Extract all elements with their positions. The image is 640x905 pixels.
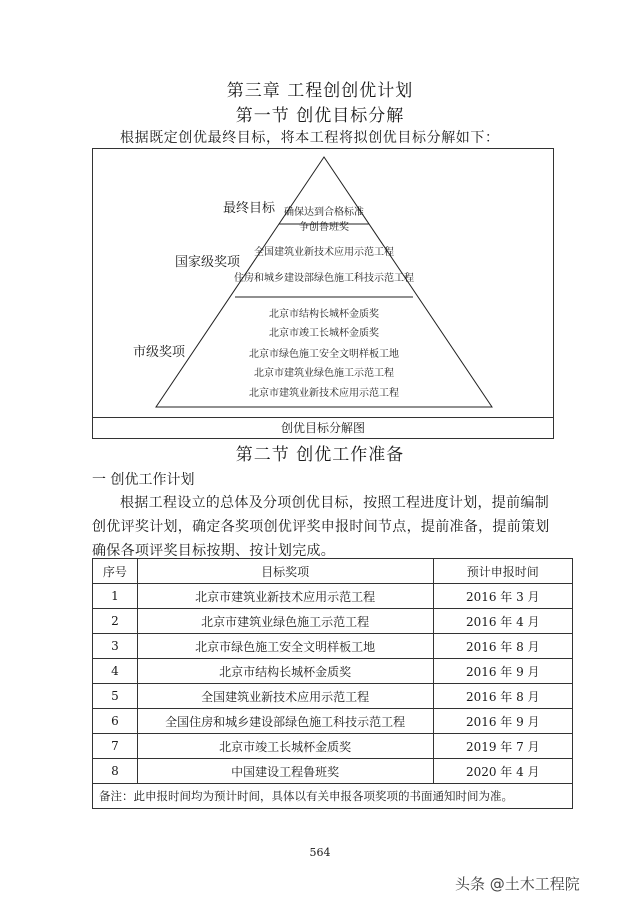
diagram-caption: 创优目标分解图 xyxy=(280,421,365,435)
header-cell: 目标奖项 xyxy=(137,559,433,584)
page-number: 564 xyxy=(309,846,331,859)
table-row xyxy=(93,734,573,759)
table-header-row xyxy=(93,559,573,584)
row-index: 1 xyxy=(93,584,138,609)
award-name: 北京市建筑业新技术应用示范工程 xyxy=(137,584,433,609)
award-name: 北京市结构长城杯金质奖 xyxy=(137,659,433,684)
header-cell: 预计申报时间 xyxy=(433,559,573,584)
row-index: 5 xyxy=(93,684,138,709)
apply-date: 2016 年 8 月 xyxy=(433,684,573,709)
table-row xyxy=(93,659,573,684)
pyramid-item: 北京市结构长城杯金质奖 xyxy=(269,309,379,320)
award-name: 北京市竣工长城杯金质奖 xyxy=(137,734,433,759)
row-index: 2 xyxy=(93,609,138,634)
award-name: 全国住房和城乡建设部绿色施工科技示范工程 xyxy=(137,709,433,734)
apply-date: 2016 年 4 月 xyxy=(433,609,573,634)
apply-date: 2016 年 8 月 xyxy=(433,634,573,659)
level-label-national: 国家级奖项 xyxy=(175,255,241,270)
award-schedule-table xyxy=(92,558,573,809)
table-row xyxy=(93,709,573,734)
level-label-final: 最终目标 xyxy=(223,201,276,216)
pyramid-item: 北京市建筑业新技术应用示范工程 xyxy=(249,388,399,399)
row-index: 3 xyxy=(93,634,138,659)
pyramid-item: 北京市建筑业绿色施工示范工程 xyxy=(254,368,394,379)
pyramid-item: 确保达到合格标准 xyxy=(284,207,364,218)
diagram-caption-box xyxy=(92,416,554,439)
goal-pyramid-diagram xyxy=(92,148,554,418)
level-label-city: 市级奖项 xyxy=(133,345,186,360)
section2-title: 第二节 创优工作准备 xyxy=(235,445,405,465)
apply-date: 2019 年 7 月 xyxy=(433,734,573,759)
pyramid-item: 北京市竣工长城杯金质奖 xyxy=(269,328,379,339)
award-name: 全国建筑业新技术应用示范工程 xyxy=(137,684,433,709)
plan-paragraph: 根据工程设立的总体及分项创优目标，按照工程进度计划，提前编制创优评奖计划，确定各奖项创优评奖申报时间节点，提前准备，提前策划确保各项评奖目标按期、按计划完成。 xyxy=(92,495,550,559)
table-row xyxy=(93,684,573,709)
award-name: 北京市绿色施工安全文明样板工地 xyxy=(137,634,433,659)
pyramid-item: 全国建筑业新技术应用示范工程 xyxy=(254,247,394,258)
pyramid-item: 争创鲁班奖 xyxy=(299,222,349,233)
table-row xyxy=(93,759,573,784)
subheading: 一 创优工作计划 xyxy=(92,472,195,488)
pyramid-item: 北京市绿色施工安全文明样板工地 xyxy=(249,349,399,360)
award-name: 中国建设工程鲁班奖 xyxy=(137,759,433,784)
row-index: 7 xyxy=(93,734,138,759)
pyramid-item: 住房和城乡建设部绿色施工科技示范工程 xyxy=(234,273,414,284)
watermark: 头条 @土木工程院 xyxy=(455,875,580,893)
table-note-row xyxy=(93,784,573,809)
apply-date: 2020 年 4 月 xyxy=(433,759,573,784)
table-row xyxy=(93,584,573,609)
apply-date: 2016 年 9 月 xyxy=(433,709,573,734)
row-index: 4 xyxy=(93,659,138,684)
section1-title: 第一节 创优目标分解 xyxy=(235,106,405,126)
chapter-title: 第三章 工程创创优计划 xyxy=(226,81,414,101)
intro-paragraph: 根据既定创优最终目标，将本工程将拟创优目标分解如下： xyxy=(120,130,500,146)
apply-date: 2016 年 3 月 xyxy=(433,584,573,609)
table-row xyxy=(93,609,573,634)
header-cell: 序号 xyxy=(93,559,138,584)
row-index: 6 xyxy=(93,709,138,734)
table-row xyxy=(93,634,573,659)
apply-date: 2016 年 9 月 xyxy=(433,659,573,684)
award-name: 北京市建筑业绿色施工示范工程 xyxy=(137,609,433,634)
row-index: 8 xyxy=(93,759,138,784)
table-note: 备注：此申报时间均为预计时间，具体以有关申报各项奖项的书面通知时间为准。 xyxy=(93,784,573,809)
